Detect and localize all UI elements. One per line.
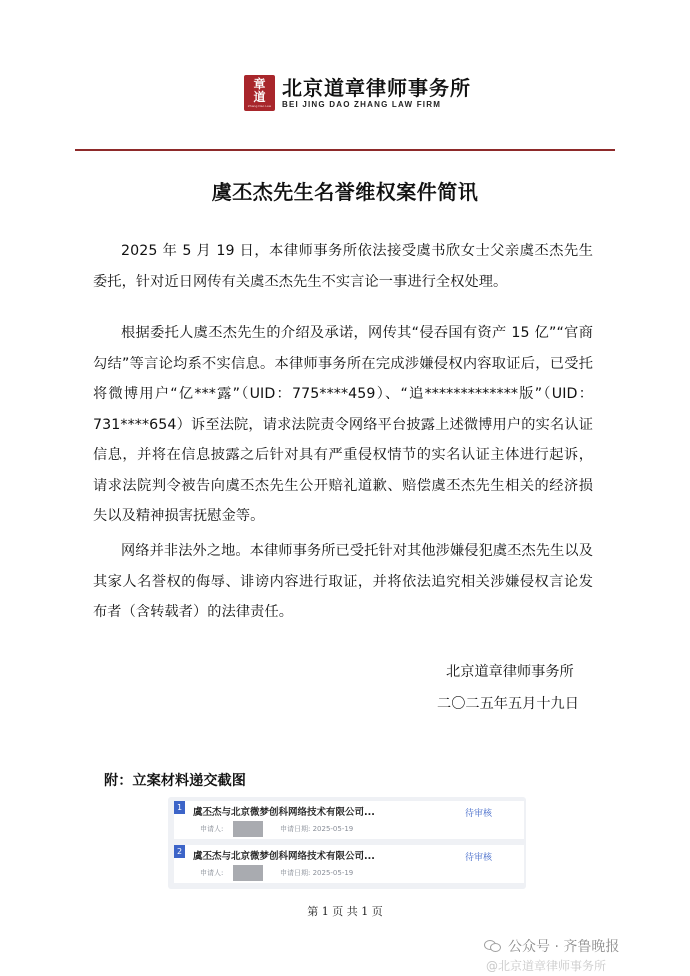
filing-screenshot [168, 797, 526, 889]
case-index-badge: 1 [174, 801, 185, 814]
redacted-applicant [233, 821, 263, 837]
letterhead [244, 74, 471, 112]
firm-name-en: BEI JING DAO ZHANG LAW FIRM [282, 100, 442, 109]
seal-small-text: Zhang Dao Law [247, 104, 272, 108]
page-number: 第 1 页 共 1 页 [307, 905, 383, 918]
seal-char-2: 道 [253, 90, 266, 104]
case-index-badge: 2 [174, 845, 185, 858]
firm-seal-logo [244, 75, 275, 111]
redacted-applicant [233, 865, 263, 881]
firm-name-block [282, 76, 471, 110]
wechat-icon [484, 939, 502, 953]
document-title: 虞丕杰先生名誉维权案件简讯 [211, 180, 479, 204]
firm-name-cn: 北京道章律师事务所 [282, 76, 471, 100]
case-date: 申请日期: 2025-05-19 [280, 825, 354, 833]
watermark-handle: @北京道章律师事务所 [486, 959, 607, 973]
letterhead-divider [75, 149, 615, 151]
paragraph-3: 网络并非法外之地。本律师事务所已受托针对其他涉嫌侵犯虞丕杰先生以及其家人名誉权的侮辱、诽谤内容进行取证，并将依法追究相关涉嫌侵权言论发布者（含转载者）的法律责任。 [93, 543, 593, 620]
watermark-account-text: 公众号 · 齐鲁晚报 [508, 939, 620, 955]
case-status: 待审核 [465, 809, 493, 819]
case-name: 虞丕杰与北京微梦创科网络技术有限公司... [193, 807, 375, 818]
case-applicant-label: 申请人: [200, 825, 224, 833]
case-applicant-label: 申请人: [200, 869, 224, 877]
case-name: 虞丕杰与北京微梦创科网络技术有限公司... [193, 851, 375, 862]
attachment-label: 附：立案材料递交截图 [104, 773, 246, 789]
watermark-account [484, 936, 619, 956]
case-status: 待审核 [465, 853, 493, 863]
case-card [174, 845, 524, 883]
case-date: 申请日期: 2025-05-19 [280, 869, 354, 877]
paragraph-1: 2025 年 5 月 19 日，本律师事务所依法接受虞书欣女士父亲虞丕杰先生委托，针对近日网传有关虞丕杰先生不实言论一事进行全权处理。 [93, 243, 593, 290]
seal-char-1: 章 [253, 77, 266, 91]
paragraph-2: 根据委托人虞丕杰先生的介绍及承诺，网传其“侵吞国有资产 15 亿”“官商勾结”等言论均系不实信息。本律师事务所在完成涉嫌侵权内容取证后，已受托将微博用户“亿***露”（UID：775****459）、“追*************版”（UID：731****654）诉至法院，请求法院责令网络平台披露上述微博用户的实名认证信息，并将在信息披露之后针对具有严重侵权情节的实名认证主体进行起诉，请求法院判令被告向虞丕杰先生公开赔礼道歉、赔偿虞丕杰先生相关的经济损失以及精神损害抚慰金等。 [93, 325, 593, 524]
signature-date: 二〇二五年五月十九日 [437, 696, 579, 712]
case-card [174, 801, 524, 839]
signature-firm: 北京道章律师事务所 [446, 664, 574, 680]
